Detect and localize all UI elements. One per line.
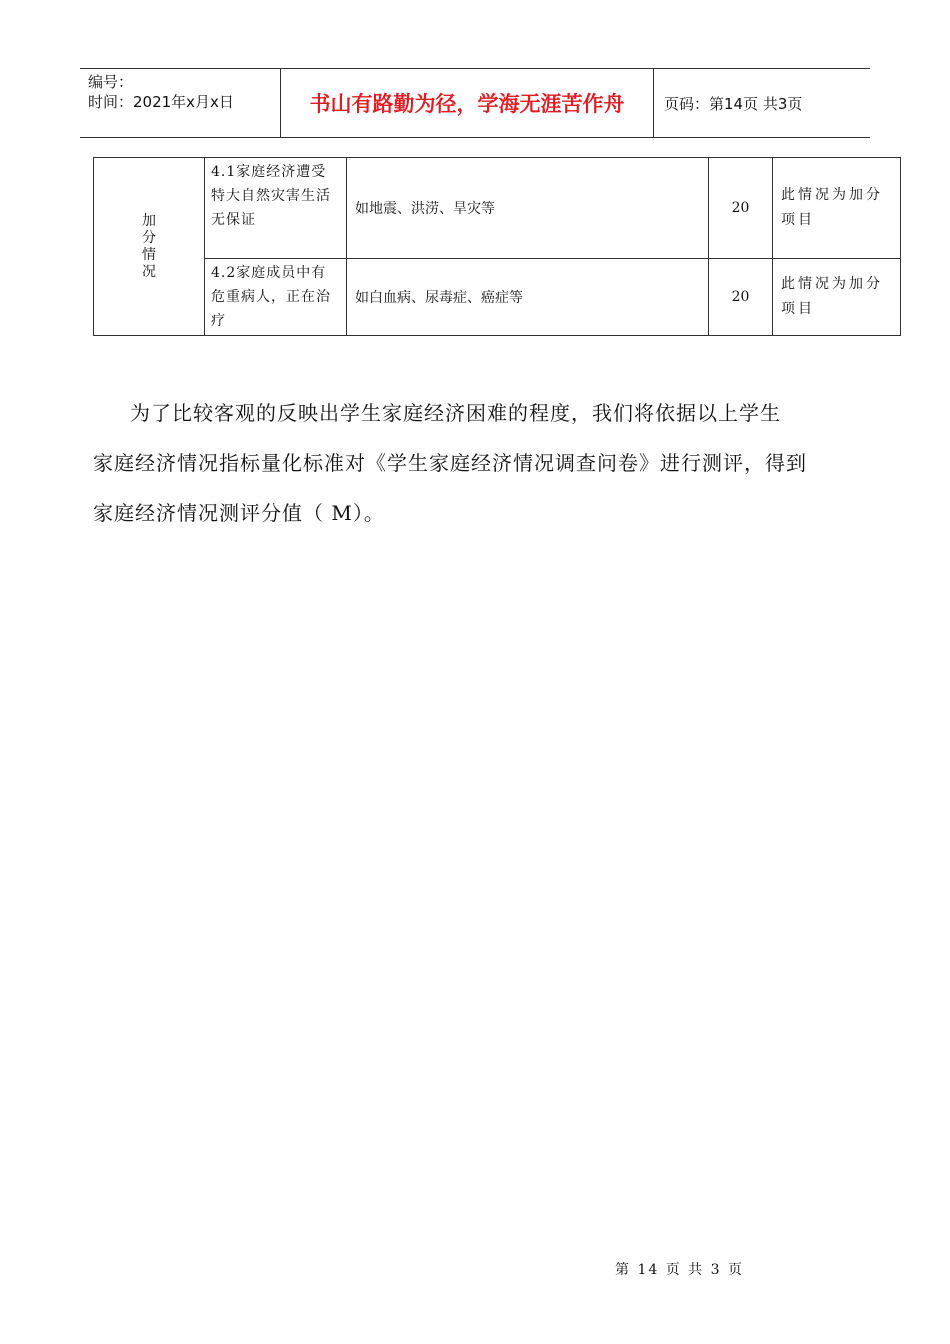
table-row — [94, 259, 901, 336]
bonus-criteria-table — [93, 157, 901, 336]
note-cell: 此情况为加分项目 — [773, 158, 901, 259]
note-cell: 此情况为加分项目 — [773, 259, 901, 336]
date-label: 时间：2021年x月x日 — [88, 93, 234, 111]
document-header — [80, 68, 870, 138]
page-footer: 第 14 页 共 3 页 — [615, 1262, 744, 1278]
category-cell — [94, 158, 205, 336]
body-paragraph-line: 家庭经济情况测评分值（ M）。 — [93, 501, 385, 525]
header-meta — [80, 69, 281, 137]
category-label: 加分情况 — [142, 212, 156, 280]
table-row — [94, 158, 901, 259]
item-cell: 4.2家庭成员中有危重病人，正在治疗 — [205, 259, 347, 336]
score-cell: 20 — [709, 158, 773, 259]
description-cell: 如白血病、尿毒症、癌症等 — [347, 259, 709, 336]
description-cell: 如地震、洪涝、旱灾等 — [347, 158, 709, 259]
item-cell: 4.1家庭经济遭受特大自然灾害生活无保证 — [205, 158, 347, 259]
body-paragraph-line: 家庭经济情况指标量化标准对《学生家庭经济情况调查问卷》进行测评，得到 — [93, 451, 807, 475]
header-page-label: 页码：第14页 共3页 — [664, 94, 803, 113]
body-paragraph-line: 为了比较客观的反映出学生家庭经济困难的程度，我们将依据以上学生 — [130, 401, 781, 425]
header-motto: 书山有路勤为径，学海无涯苦作舟 — [281, 69, 654, 137]
score-cell: 20 — [709, 259, 773, 336]
number-label: 编号： — [88, 73, 134, 91]
